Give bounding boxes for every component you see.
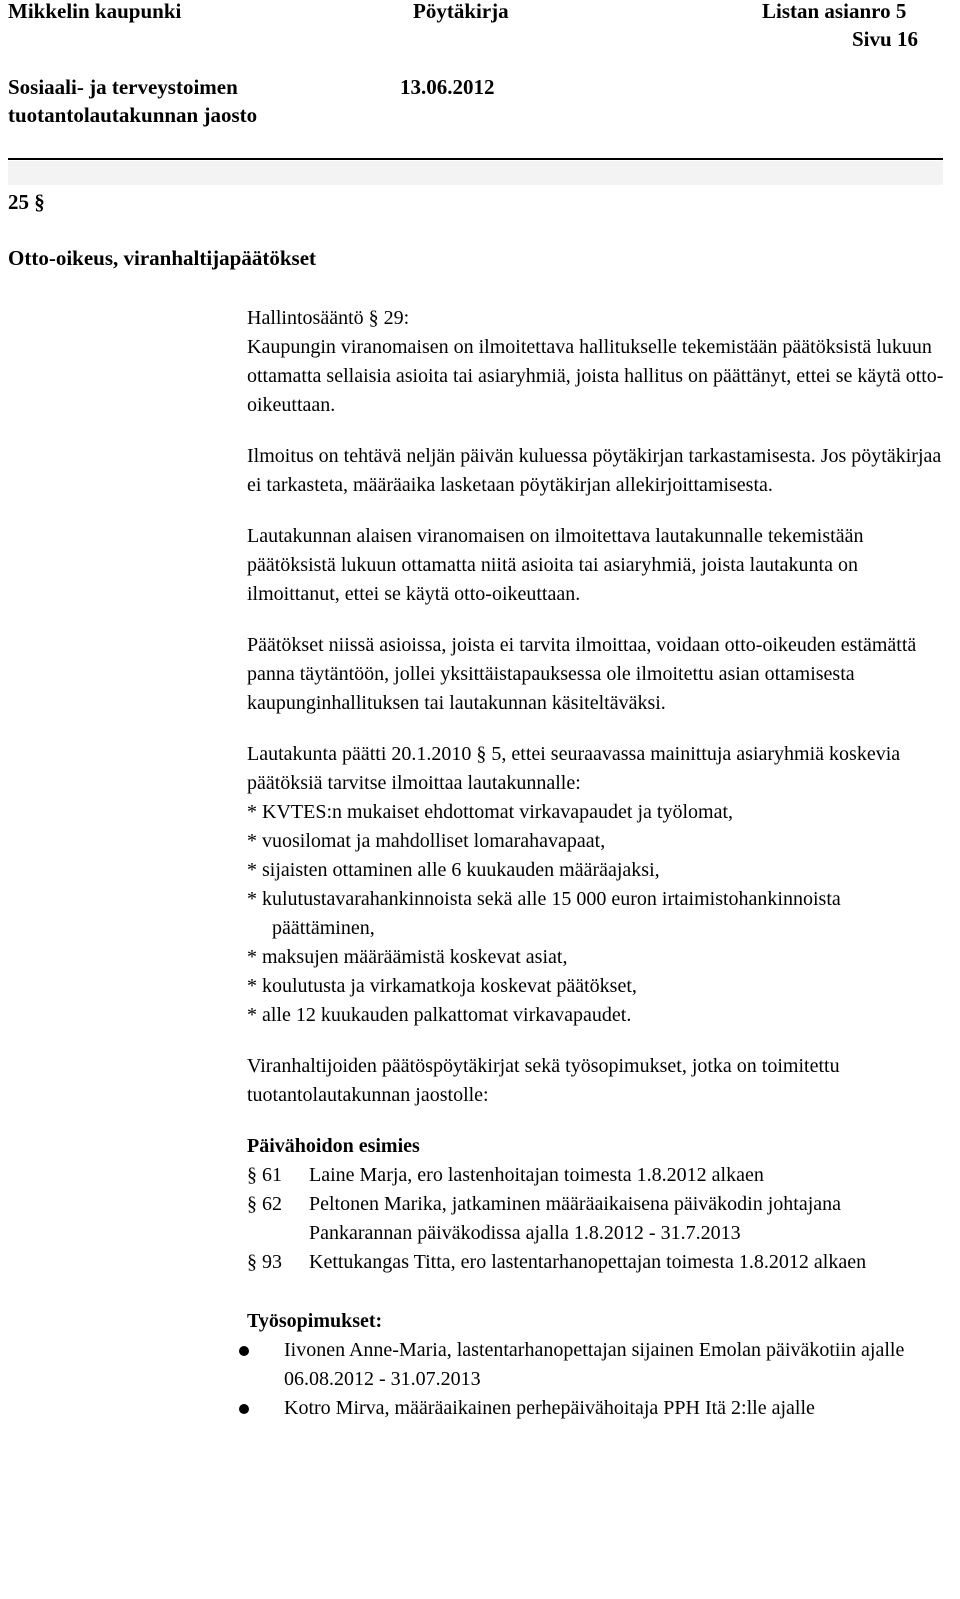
- list-item: [247, 1248, 947, 1277]
- item-number: § 61: [247, 1164, 282, 1186]
- daycare-heading: Päivähoidon esimies: [247, 1135, 420, 1157]
- header-rule: [8, 158, 943, 160]
- header-list-item: Listan asianro 5: [762, 0, 907, 23]
- list-item: [247, 1394, 947, 1423]
- section-number: 25 §: [8, 190, 45, 214]
- paragraph-board-decision: Lautakunta päätti 20.1.2010 § 5, ettei seuraavassa mainittuja asiaryhmiä koskevia päätöksiä tarvitse ilmoittaa lautakunnalle:: [247, 743, 901, 794]
- header-rule-shadow: [8, 161, 943, 185]
- item-number: § 93: [247, 1251, 282, 1273]
- list-item: [247, 1336, 947, 1394]
- paragraph-decisions: Päätökset niissä asioissa, joista ei tarvita ilmoittaa, voidaan otto-oikeuden estämättä panna täytäntöön, jollei yksittäistapauksessa ole ilmoitettu asian ottamisesta kaupunginhallituksen tai lautakunnan käsiteltäväksi.: [247, 634, 917, 714]
- document-body: [247, 304, 947, 1423]
- list-item: * sijaisten ottaminen alle 6 kuukauden määräajaksi,: [247, 859, 660, 881]
- header-doc-type: Pöytäkirja: [413, 0, 509, 23]
- section-title: Otto-oikeus, viranhaltijapäätökset: [8, 246, 317, 270]
- header-page: Sivu 16: [852, 27, 918, 51]
- list-item: * kulutustavarahankinnoista sekä alle 15 000 euron irtaimistohankinnoista päättäminen,: [247, 888, 841, 939]
- list-item: * koulutusta ja virkamatkoja koskevat päätökset,: [247, 975, 637, 997]
- rule-reference: Hallintosääntö § 29:: [247, 307, 410, 329]
- item-text: Kotro Mirva, määräaikainen perhepäivähoitaja PPH Itä 2:lle ajalle: [284, 1397, 815, 1419]
- list-item: * KVTES:n mukaiset ehdottomat virkavapaudet ja työlomat,: [247, 801, 734, 823]
- rule-text: Kaupungin viranomaisen on ilmoitettava hallitukselle tekemistään päätöksistä lukuun ottamatta sellaisia asioita tai asiaryhmiä, joista hallitus on päättänyt, ettei se käytä otto-oikeuttaan.: [247, 336, 944, 416]
- item-text: Laine Marja, ero lastenhoitajan toimesta 1.8.2012 alkaen: [309, 1164, 764, 1186]
- list-item: [247, 1190, 947, 1248]
- list-item: * alle 12 kuukauden palkattomat virkavapaudet.: [247, 1004, 632, 1026]
- contracts-list: [247, 1336, 947, 1423]
- paragraph-notification: Ilmoitus on tehtävä neljän päivän kuluessa pöytäkirjan tarkastamisesta. Jos pöytäkirjaa ei tarkasteta, määräaika lasketaan pöytäkirjan allekirjoittamisesta.: [247, 445, 942, 496]
- header-city: Mikkelin kaupunki: [8, 0, 182, 23]
- list-item: [247, 1161, 947, 1190]
- paragraph-board: Lautakunnan alaisen viranomaisen on ilmoitettava lautakunnalle tekemistään päätöksistä lukuun ottamatta niitä asioita tai asiaryhmiä, joista lautakunta on ilmoittanut, ettei se käytä otto-oikeuttaan.: [247, 525, 864, 605]
- list-item: * maksujen määräämistä koskevat asiat,: [247, 946, 568, 968]
- exemption-list: [247, 798, 947, 1030]
- header-body-line1: Sosiaali- ja terveystoimen: [8, 75, 238, 99]
- paragraph-rule: [247, 304, 947, 420]
- paragraph-submitted: Viranhaltijoiden päätöspöytäkirjat sekä työsopimukset, jotka on toimitettu tuotantolautakunnan jaostolle:: [247, 1055, 840, 1106]
- item-text: Iivonen Anne-Maria, lastentarhanopettajan sijainen Emolan päiväkotiin ajalle 06.08.2012 - 31.07.2013: [284, 1339, 905, 1390]
- daycare-list: [247, 1161, 947, 1277]
- item-number: § 62: [247, 1193, 282, 1215]
- bullet-icon: [239, 1404, 249, 1414]
- header-date: 13.06.2012: [400, 75, 495, 99]
- contracts-heading: Työsopimukset:: [247, 1310, 383, 1332]
- list-item: * vuosilomat ja mahdolliset lomarahavapaat,: [247, 830, 606, 852]
- bullet-icon: [239, 1346, 249, 1356]
- item-text: Peltonen Marika, jatkaminen määräaikaisena päiväkodin johtajana Pankarannan päiväkodissa ajalla 1.8.2012 - 31.7.2013: [309, 1193, 842, 1244]
- header-body-line2: tuotantolautakunnan jaosto: [8, 103, 258, 127]
- item-text: Kettukangas Titta, ero lastentarhanopettajan toimesta 1.8.2012 alkaen: [309, 1251, 867, 1273]
